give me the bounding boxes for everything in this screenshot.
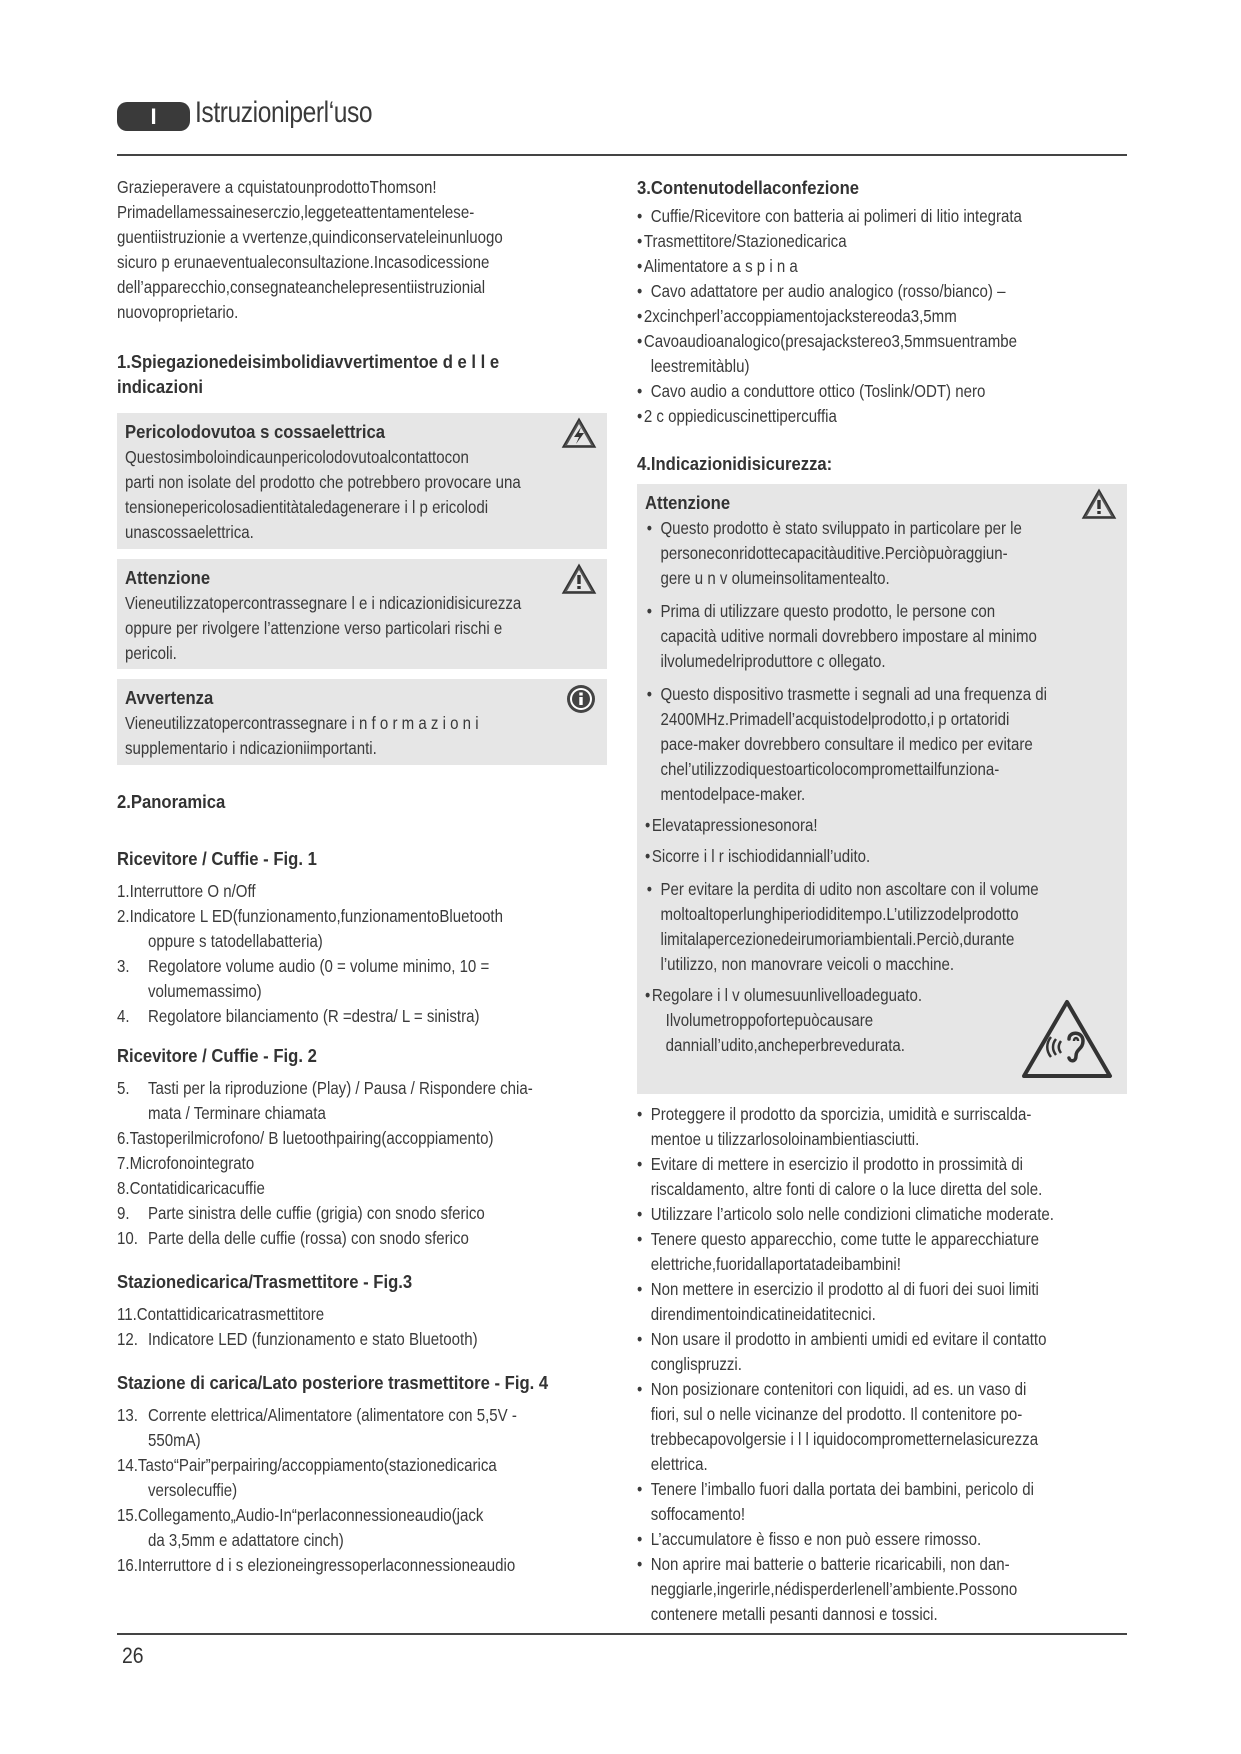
list-item: 11.Contattidicaricatrasmettitore — [117, 1304, 325, 1324]
list-item: • Prima di utilizzare questo prodotto, le persone con capacità uditive normali dovrebbero impostare al minimo ilvolumedelriproduttore c ollegato. — [646, 601, 1037, 671]
list-item: 10. Parte della delle cuffie (rossa) con snodo sferico — [117, 1228, 469, 1248]
list-item: • Tenere l’imballo fuori dalla portata dei bambini, pericolo di soffocamento! — [637, 1479, 1034, 1524]
fig3-list — [117, 1302, 606, 1352]
list-item: • Cuffie/Ricevitore con batteria ai polimeri di litio integrata — [637, 206, 1022, 226]
note-box — [117, 679, 607, 765]
fig1-list — [117, 879, 606, 1029]
fig3-heading: Stazionedicarica/Trasmettitore - Fig.3 — [117, 1271, 413, 1292]
safety-list — [645, 516, 1118, 1058]
list-item: 13. Corrente elettrica/Alimentatore (alimentatore con 5,5V - 550mA) — [117, 1405, 517, 1450]
list-item: 8.Contatidicaricacuffie — [117, 1178, 265, 1198]
page-title: Istruzioniperl‘uso — [195, 96, 373, 129]
list-item: 2.Indicatore L ED(funzionamento,funzionamentoBluetooth oppure s tatodellabatteria) — [117, 906, 503, 951]
section-4-heading: 4.Indicazionidisicurezza: — [637, 453, 833, 474]
list-item: • Sicorre i l r ischiodidanniall’udito. — [645, 846, 871, 866]
section-3-heading: 3.Contenutodellaconfezione — [637, 177, 860, 198]
list-item: 14.Tasto“Pair”perpairing/accoppiamento(stazionedicarica versolecuffie) — [117, 1455, 497, 1500]
intro-line: sicuro p erunaeventualeconsultazione.Incasodicessione — [117, 252, 490, 272]
list-item: 7.Microfonointegrato — [117, 1153, 255, 1173]
list-item: 16.Interruttore d i s elezioneingressoperlaconnessioneaudio — [117, 1555, 516, 1575]
list-item: • Questo dispositivo trasmette i segnali ad una frequenza di 2400MHz.Primadell’acquistodelprodotto,i p ortatoridi pace-maker dovrebbero consultare il medico per evitare chel’utilizzodiquestoarticolocompromettailfunziona- mentodelpace-maker. — [646, 684, 1047, 804]
list-item: 6.Tastoperilmicrofono/ B luetoothpairing(accoppiamento) — [117, 1128, 494, 1148]
list-item: • Proteggere il prodotto da sporcizia, umidità e surriscalda- mentoe u tilizzarlosoloinambientiasciutti. — [637, 1104, 1032, 1149]
right-column — [637, 175, 1129, 1627]
section-2-heading: 2.Panoramica — [117, 791, 226, 812]
list-item: • Cavoaudioanalogico(presajackstereo3,5mmsuentrambe leestremitàblu) — [637, 331, 1017, 376]
list-item: • Non usare il prodotto in ambienti umidi ed evitare il contatto conglispruzzi. — [637, 1329, 1047, 1374]
list-item: • Tenere questo apparecchio, come tutte le apparecchiature elettriche,fuoridallaportatadeibambini! — [637, 1229, 1039, 1274]
list-item: • Alimentatore a s p i n a — [637, 256, 798, 276]
language-badge: I — [117, 102, 190, 131]
intro-line: Primadellamessaineserczio,leggeteattentamentelese- — [117, 202, 475, 222]
list-item: • Questo prodotto è stato sviluppato in particolare per le personeconridottecapacitàuditive.Perciòpuòraggiun- gere u n v olumeinsolitamentealto. — [646, 518, 1022, 588]
list-item: 4. Regolatore bilanciamento (R =destra/ L = sinistra) — [117, 1006, 480, 1026]
list-item: • Cavo audio a conduttore ottico (Toslink/ODT) nero — [637, 381, 986, 401]
list-item: • Non mettere in esercizio il prodotto al di fuori dei suoi limiti direndimentoindicatineidatitecnici. — [637, 1279, 1039, 1324]
intro-line: dell’apparecchio,consegnateanchelepresentiistruzionial — [117, 277, 486, 297]
box-text: Questosimboloindicaunpericolodovutoalcontattocon parti non isolate del prodotto che potrebbero provocare una tensionepericolosadientitàtaledagenerare i l p ericolodi unascossaelettrica. — [125, 447, 521, 542]
list-item: • Evitare di mettere in esercizio il prodotto in prossimità di riscaldamento, altre fonti di calore o la luce diretta del sole. — [637, 1154, 1043, 1199]
hearing-damage-warning-icon — [1021, 999, 1113, 1084]
list-item: • Per evitare la perdita di udito non ascoltare con il volume moltoaltoperlunghiperiodiditempo.L’utilizzodelprodotto limitalapercezionedeirumoriambientali.Perciò,durante l’utilizzo, non manovrare veicoli o macchine. — [646, 879, 1039, 974]
fig4-heading: Stazione di carica/Lato posteriore trasmettitore - Fig. 4 — [117, 1372, 549, 1393]
list-item: 5. Tasti per la riproduzione (Play) / Pausa / Rispondere chia- mata / Terminare chiamata — [117, 1078, 533, 1123]
box-title: Attenzione — [125, 567, 211, 588]
box-title: Pericolodovutoa s cossaelettrica — [125, 421, 386, 442]
list-item: 1.Interruttore O n/Off — [117, 881, 256, 901]
list-item: 9. Parte sinistra delle cuffie (grigia) con snodo sferico — [117, 1203, 485, 1223]
page-header — [117, 96, 1127, 156]
intro-paragraph — [117, 175, 606, 325]
box-title: Attenzione — [645, 492, 731, 513]
package-contents-list — [637, 204, 1128, 429]
list-item: • Elevatapressionesonora! — [645, 815, 818, 835]
list-item: 12. Indicatore LED (funzionamento e stato Bluetooth) — [117, 1329, 478, 1349]
left-column — [117, 175, 607, 1578]
section-1-heading: 1.Spiegazionedeisimbolidiavvertimentoe d e l l e indicazioni — [117, 351, 500, 397]
header-divider — [117, 154, 1127, 156]
safety-bullets — [637, 1102, 1128, 1627]
attention-box — [117, 559, 607, 669]
intro-line: Grazieperavere a cquistatounprodottoThomson! — [117, 177, 437, 197]
intro-line: nuovoproprietario. — [117, 302, 239, 322]
box-title: Avvertenza — [125, 687, 214, 708]
list-item: • 2 c oppiedicuscinettipercuffia — [637, 406, 837, 426]
fig4-list — [117, 1403, 606, 1578]
list-item: • L’accumulatore è fisso e non può essere rimosso. — [637, 1529, 982, 1549]
electric-danger-box — [117, 413, 607, 549]
list-item: • Regolare i l v olumesuunlivelloadeguato. Ilvolumetroppofortepuòcausare danniall’udito,ancheperbrevedurata. — [645, 985, 923, 1055]
list-item: 15.Collegamento„Audio-In“perlaconnessioneaudio(jack da 3,5mm e adattatore cinch) — [117, 1505, 484, 1550]
list-item: 3. Regolatore volume audio (0 = volume minimo, 10 = volumemassimo) — [117, 956, 490, 1001]
footer-divider — [117, 1633, 1127, 1635]
list-item: • Trasmettitore/Stazionedicarica — [637, 231, 847, 251]
list-item: • Non aprire mai batterie o batterie ricaricabili, non dan- neggiarle,ingerirle,nédisperderlenell’ambiente.Possono contenere metalli pesanti dannosi e tossici. — [637, 1554, 1018, 1624]
list-item: • Non posizionare contenitori con liquidi, ad es. un vaso di fiori, sul o nelle vicinanze del prodotto. Il contenitore po- trebbecapovolgersie i l l iquidocomprometternelasicurezza elettrica. — [637, 1379, 1039, 1474]
list-item: • Cavo adattatore per audio analogico (rosso/bianco) – — [637, 281, 1006, 301]
list-item: • 2xcinchperl’accoppiamentojackstereoda3,5mm — [637, 306, 957, 326]
box-text: Vieneutilizzatopercontrassegnare i n f o r m a z i o n i supplementario i ndicazioniimportanti. — [125, 713, 479, 758]
page-number: 26 — [122, 1643, 144, 1668]
fig2-heading: Ricevitore / Cuffie - Fig. 2 — [117, 1045, 317, 1066]
box-text: Vieneutilizzatopercontrassegnare l e i ndicazionidisicurezza oppure per rivolgere l’attenzione verso particolari rischi e pericoli. — [125, 593, 522, 663]
fig1-heading: Ricevitore / Cuffie - Fig. 1 — [117, 848, 317, 869]
fig2-list — [117, 1076, 606, 1251]
safety-warning-box — [637, 484, 1127, 1094]
intro-line: guentiistruzionie a vvertenze,quindiconservateleinunluogo — [117, 227, 503, 247]
list-item: • Utilizzare l’articolo solo nelle condizioni climatiche moderate. — [637, 1204, 1054, 1224]
